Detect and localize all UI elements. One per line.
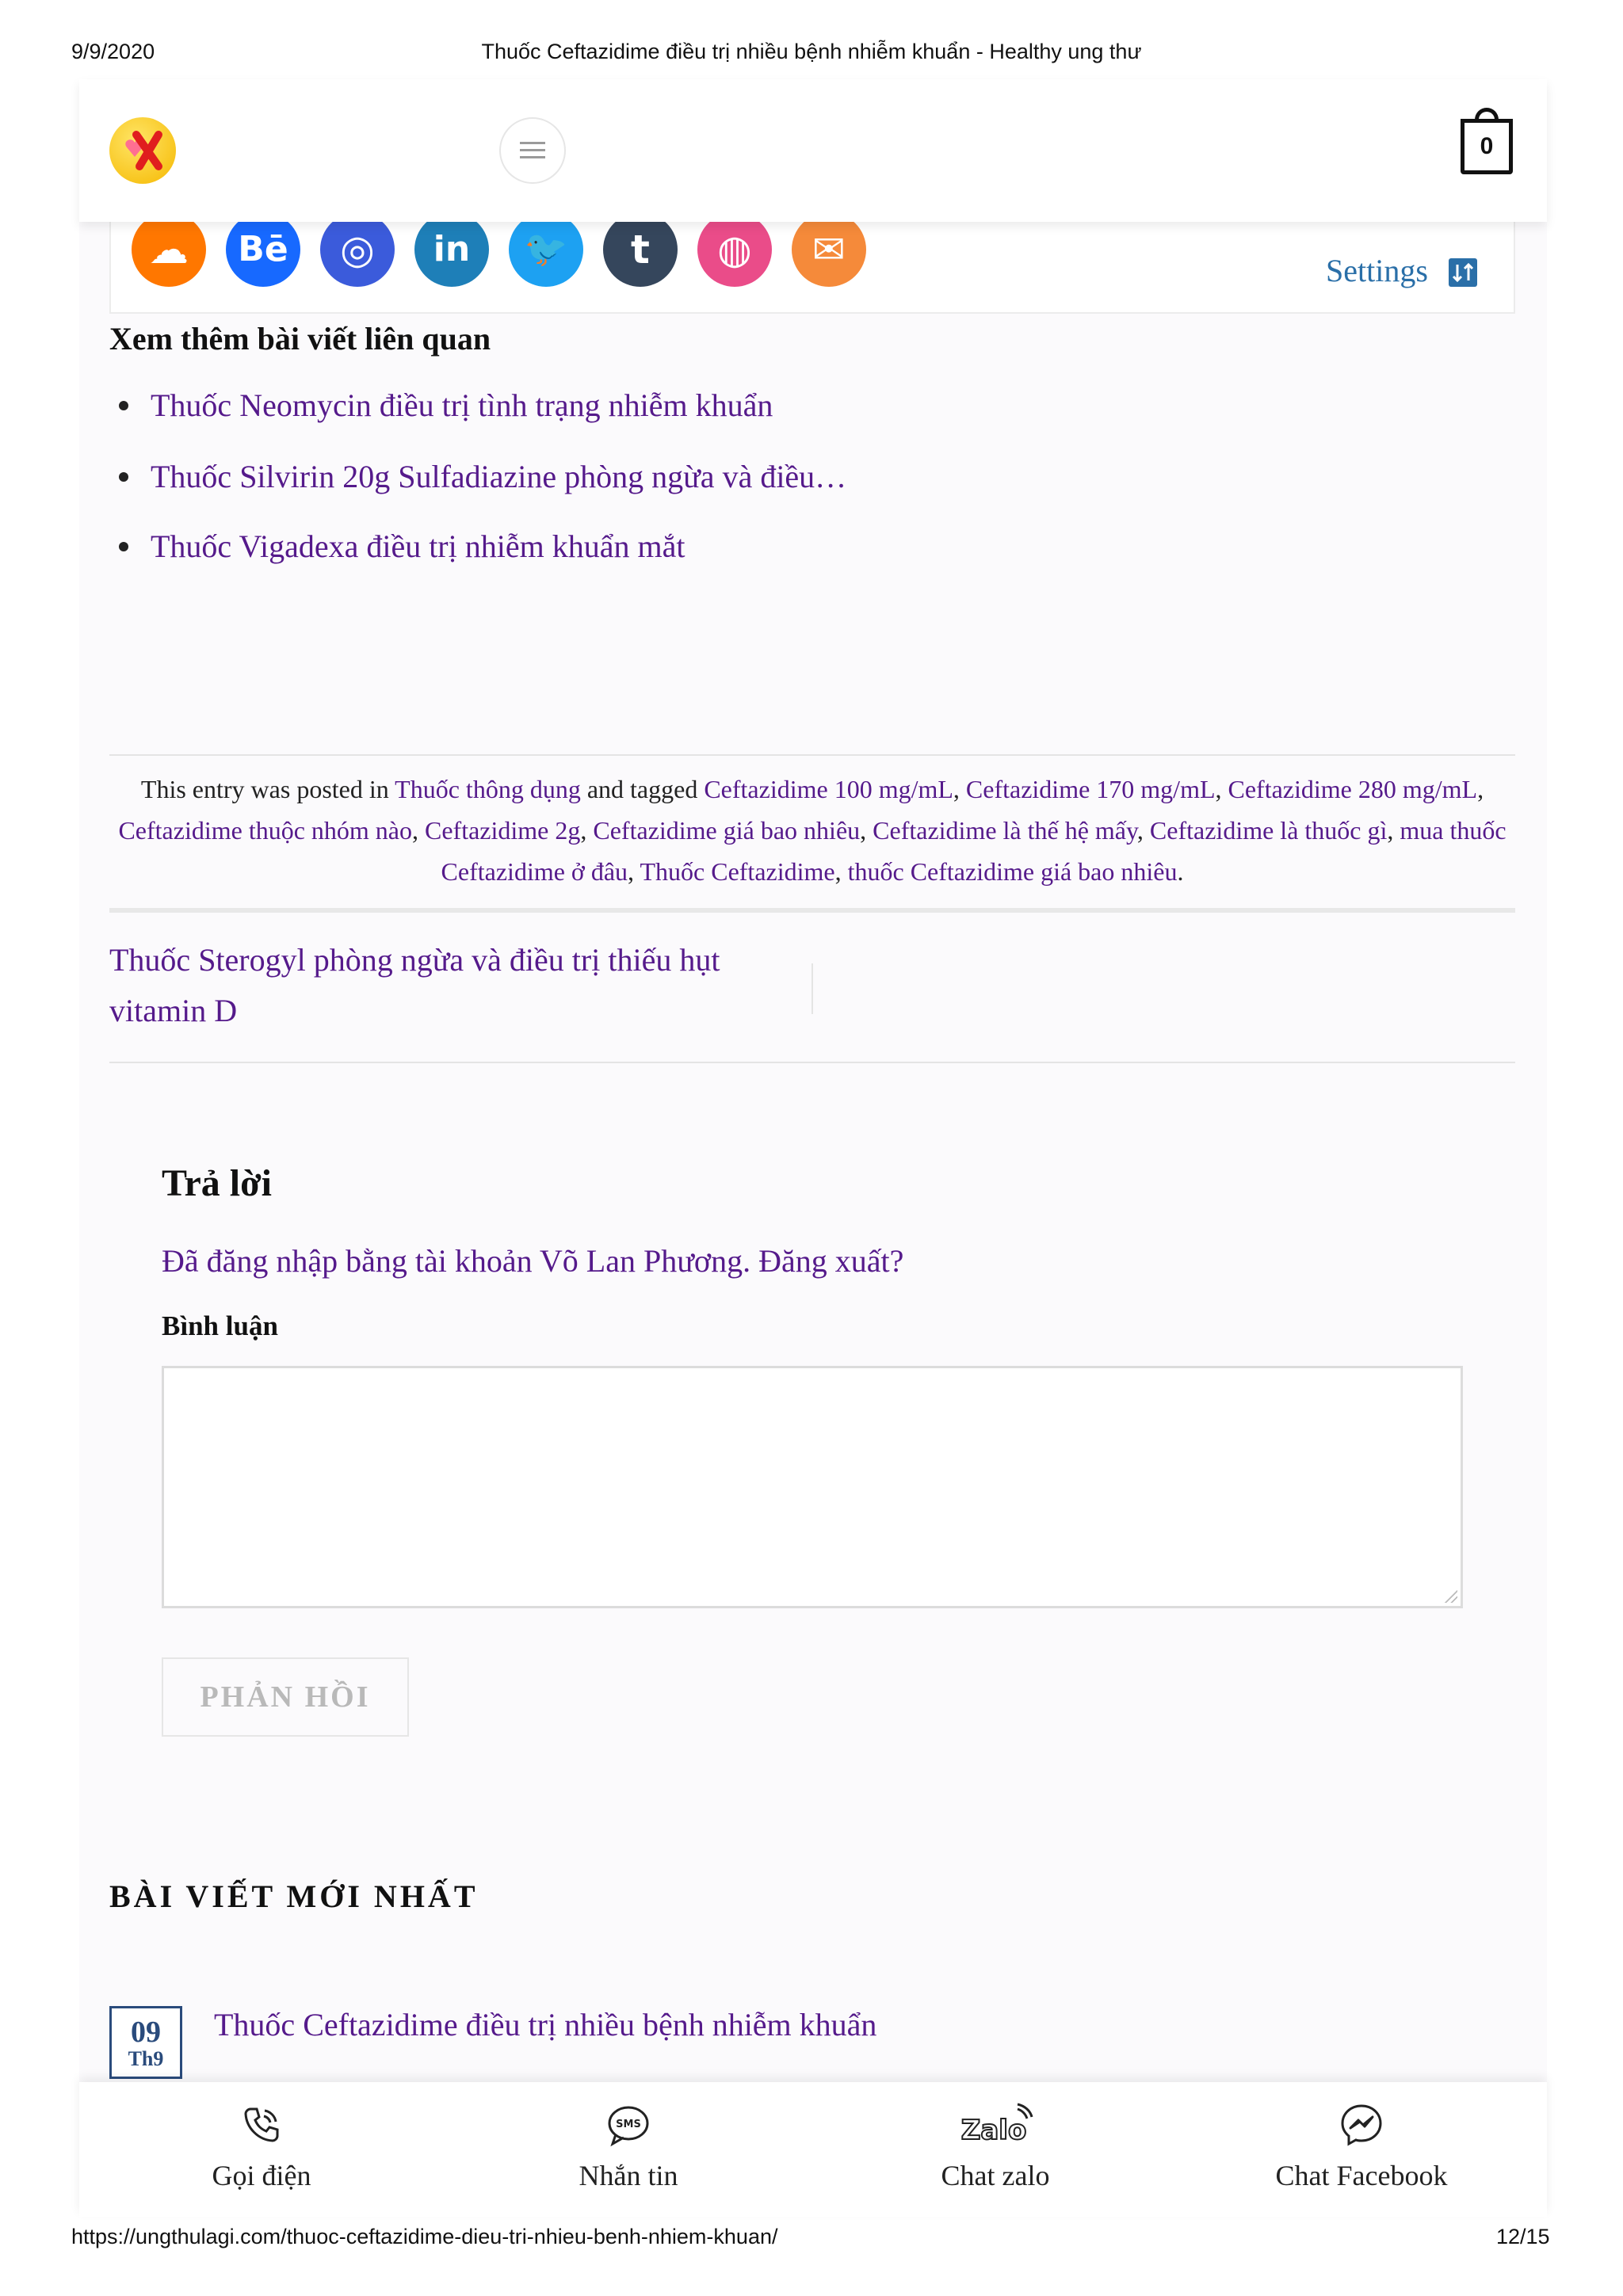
dribbble-share-button[interactable]: [697, 212, 772, 287]
print-title: Thuốc Ceftazidime điều trị nhiều bệnh nhiễm khuẩn - Healthy ung thư: [481, 40, 1142, 63]
behance-share-button[interactable]: [226, 212, 300, 287]
svg-text:Zalo: Zalo: [960, 2115, 1027, 2146]
tag-list: Ceftazidime 100 mg/mL, Ceftazidime 170 mg/mL, Ceftazidime 280 mg/mL, Ceftazidime thuộc nhóm nào, Ceftazidime 2g, Ceftazidime giá bao nhiêu, Ceftazidime là thế hệ mấy, Ceftazidime là thuốc gì, mua thuốc Ceftazidime ở đâu, Thuốc Ceftazidime, thuốc Ceftazidime giá bao nhiêu.: [118, 775, 1507, 886]
tag-link[interactable]: Ceftazidime 280 mg/mL: [1228, 775, 1478, 803]
submit-reply-button[interactable]: PHẢN HỒI: [162, 1657, 409, 1737]
comment-textarea[interactable]: [162, 1366, 1463, 1608]
print-date: 9/9/2020: [71, 40, 155, 63]
logged-in-link[interactable]: Đã đăng nhập bằng tài khoản Võ Lan Phương. Đăng xuất?: [162, 1243, 904, 1279]
divider: [109, 908, 1515, 913]
instagram-icon: ◎: [340, 227, 375, 273]
previous-post-link[interactable]: Thuốc Sterogyl phòng ngừa và điều trị thiếu hụt vitamin D: [109, 942, 720, 1028]
comment-label: Bình luận: [162, 1310, 278, 1341]
cart-button[interactable]: 0: [1461, 119, 1513, 174]
related-link[interactable]: Thuốc Neomycin điều trị tình trạng nhiễm khuẩn: [119, 387, 773, 424]
related-heading: Xem thêm bài viết liên quan: [109, 321, 491, 357]
tag-link[interactable]: Ceftazidime thuộc nhóm nào: [118, 816, 412, 845]
tumblr-share-button[interactable]: [603, 212, 678, 287]
zalo-button[interactable]: Zalo Chat zalo: [876, 2101, 1114, 2192]
latest-posts-heading: BÀI VIẾT MỚI NHẤT: [109, 1878, 479, 1914]
entry-meta: This entry was posted in Thuốc thông dụng and tagged Ceftazidime 100 mg/mL, Ceftazidime 170 mg/mL, Ceftazidime 280 mg/mL, Ceftazidime thuộc nhóm nào, Ceftazidime 2g, Ceftazidime giá bao nhiêu, Ceftazidime là thế hệ mấy, Ceftazidime là thuốc gì, mua thuốc Ceftazidime ở đâu, Thuốc Ceftazidime, thuốc Ceftazidime giá bao nhiêu.: [118, 775, 1507, 886]
email-icon: ✉: [812, 227, 846, 273]
related-link[interactable]: Thuốc Silvirin 20g Sulfadiazine phòng ngừa và điều…: [119, 458, 846, 495]
sms-button[interactable]: SMS Nhắn tin: [510, 2101, 747, 2192]
hamburger-icon: [520, 142, 545, 144]
messenger-icon: [1338, 2101, 1385, 2149]
resize-handle-icon[interactable]: [1443, 1589, 1457, 1603]
sms-icon: [605, 2101, 652, 2149]
related-link[interactable]: Thuốc Vigadexa điều trị nhiễm khuẩn mắt: [119, 528, 685, 565]
tag-link[interactable]: Ceftazidime giá bao nhiêu: [593, 816, 861, 845]
phone-icon: [238, 2101, 285, 2149]
email-share-button[interactable]: [792, 212, 866, 287]
divider: [109, 1062, 1515, 1063]
svg-text:SMS: SMS: [616, 2119, 641, 2130]
linkedin-share-button[interactable]: [414, 212, 489, 287]
menu-button[interactable]: [499, 117, 566, 184]
print-url: https://ungthulagi.com/thuoc-ceftazidime-dieu-tri-nhieu-benh-nhiem-khuan/: [71, 2225, 778, 2248]
zalo-icon: [956, 2101, 1035, 2149]
tag-link[interactable]: Ceftazidime 170 mg/mL: [965, 775, 1216, 803]
linkedin-icon: in: [433, 229, 471, 269]
reply-title: Trả lời: [162, 1162, 273, 1204]
tag-link[interactable]: Ceftazidime là thuốc gì: [1149, 816, 1388, 845]
divider: [109, 754, 1515, 756]
print-page-number: 12/15: [1496, 2225, 1550, 2248]
sort-settings-icon[interactable]: [1449, 258, 1477, 287]
tag-link[interactable]: mua thuốc Ceftazidime ở đâu: [441, 816, 1507, 886]
facebook-chat-button[interactable]: Chat Facebook: [1243, 2101, 1480, 2192]
behance-icon: Bē: [238, 229, 288, 269]
latest-post-link[interactable]: Thuốc Ceftazidime điều trị nhiều bệnh nhiễm khuẩn: [214, 2007, 877, 2042]
site-header: [79, 79, 1547, 222]
tag-link[interactable]: Ceftazidime 100 mg/mL: [704, 775, 953, 803]
tag-link[interactable]: Ceftazidime 2g: [425, 816, 581, 845]
settings-link[interactable]: Settings: [1326, 253, 1428, 288]
tag-link[interactable]: Ceftazidime là thế hệ mấy: [873, 816, 1137, 845]
tag-link[interactable]: Thuốc Ceftazidime: [640, 857, 835, 886]
dribbble-icon: ◍: [717, 227, 752, 273]
tag-link[interactable]: thuốc Ceftazidime giá bao nhiêu: [847, 857, 1178, 886]
nav-divider: [812, 963, 813, 1014]
soundcloud-icon: ☁: [149, 227, 189, 273]
page-background: [79, 79, 1547, 2088]
call-button[interactable]: Gọi điện: [143, 2101, 380, 2192]
soundcloud-share-button[interactable]: [132, 212, 206, 287]
twitter-icon: 🐦: [524, 229, 568, 269]
tumblr-icon: t: [631, 227, 650, 273]
heart-cross-logo[interactable]: [109, 117, 176, 184]
twitter-share-button[interactable]: [509, 212, 583, 287]
instagram-share-button[interactable]: [320, 212, 395, 287]
date-badge: 09 Th9: [109, 2006, 182, 2079]
category-link[interactable]: Thuốc thông dụng: [395, 775, 581, 803]
